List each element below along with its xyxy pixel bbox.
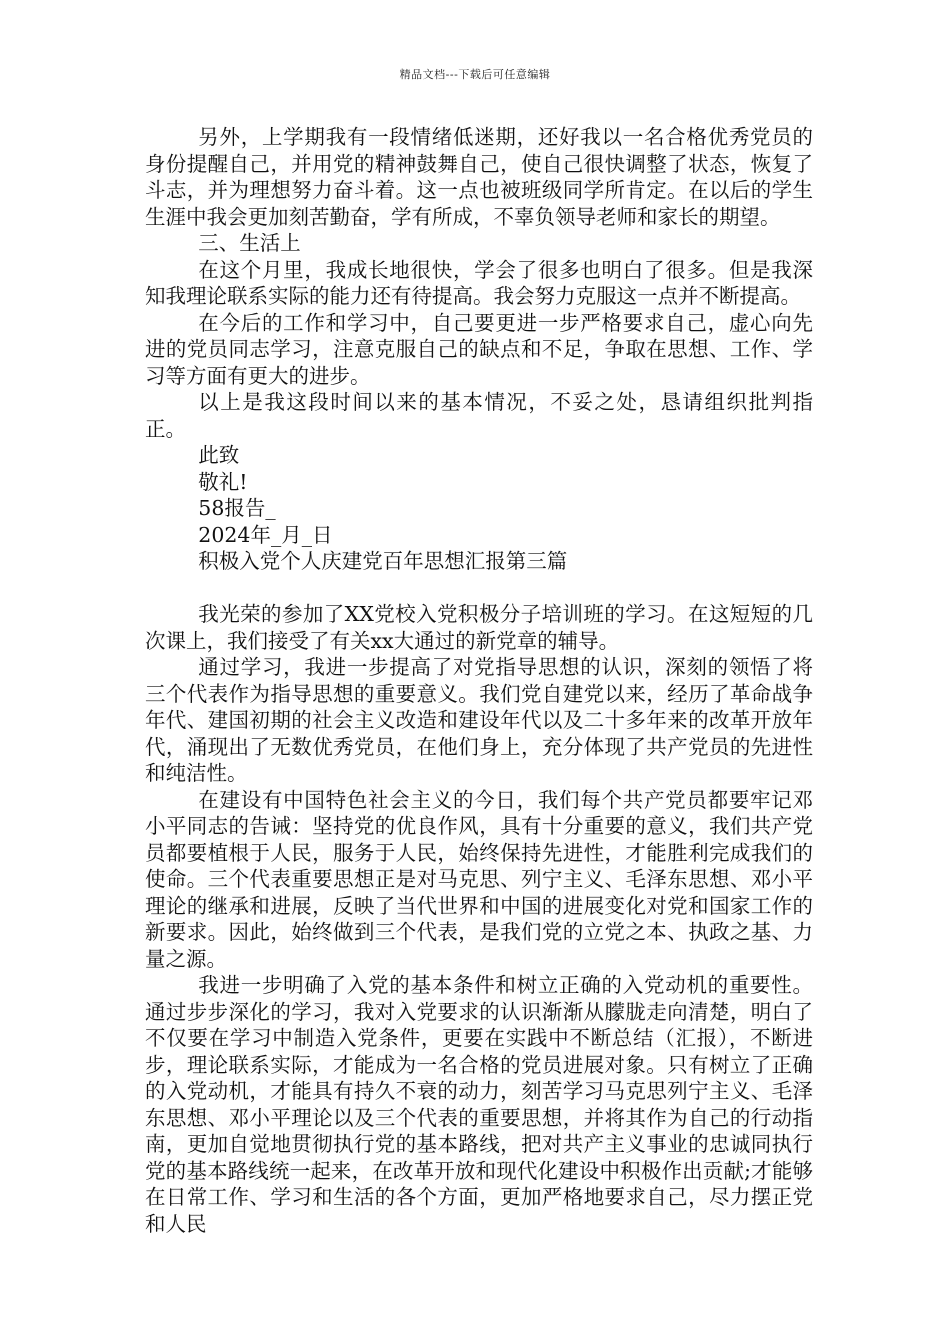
- signature-line: 58报告_: [198, 496, 276, 520]
- paragraph-mood: 另外，上学期我有一段情绪低迷期，还好我以一名合格优秀党员的身份提醒自己，并用党的精神鼓舞自己，使自己很快调整了状态，恢复了斗志，并为理想努力奋斗着。这一点也被班级同学所肯定。在以后的学生生涯中我会更加刻苦勤奋，学有所成，不辜负领导老师和家长的期望。: [145, 125, 813, 229]
- document-body: [145, 124, 813, 1237]
- closing-salutation: 此致: [198, 443, 240, 467]
- paragraph-socialism: 在建设有中国特色社会主义的今日，我们每个共产党员都要牢记邓小平同志的告诫：坚持党的优良作风，具有十分重要的意义，我们共产党员都要植根于人民，服务于人民，始终保持先进性，才能胜利完成我们的使命。三个代表重要思想正是对马克思、列宁主义、毛泽东思想、邓小平理论的继承和进展，反映了当代世界和中国的进展变化对党和国家工作的新要求。因此，始终做到三个代表，是我们党的立党之本、执政之基、力量之源。: [145, 787, 813, 971]
- paragraph-growth: 在这个月里，我成长地很快，学会了很多也明白了很多。但是我深知我理论联系实际的能力还有待提高。我会努力克服这一点并不断提高。: [145, 257, 813, 308]
- paragraph-conclusion: 以上是我这段时间以来的基本情况，不妥之处，恳请组织批判指正。: [145, 390, 813, 441]
- paragraph-training: 我光荣的参加了XX党校入党积极分子培训班的学习。在这短短的几次课上，我们接受了有关xx大通过的新党章的辅导。: [145, 602, 813, 653]
- page-header: 精品文档---下载后可任意编辑: [399, 68, 551, 81]
- date-line: 2024年_月_日: [198, 522, 333, 547]
- paragraph-motivation: 我进一步明确了入党的基本条件和树立正确的入党动机的重要性。通过步步深化的学习，我对入党要求的认识渐渐从朦胧走向清楚，明白了不仅要在学习中制造入党条件，更要在实践中不断总结（汇报），不断进步，理论联系实际，才能成为一名合格的党员进展对象。只有树立了正确的入党动机，才能具有持久不衰的动力，刻苦学习马克思列宁主义、毛泽东思想、邓小平理论以及三个代表的重要思想，并将其作为自己的行动指南，更加自觉地贯彻执行党的基本路线，把对共产主义事业的忠诚同执行党的基本路线统一起来，在改革开放和现代化建设中积极作出贡献;才能够在日常工作、学习和生活的各个方面，更加严格地要求自己，尽力摆正党和人民: [145, 973, 813, 1236]
- section-title: 积极入党个人庆建党百年思想汇报第三篇: [198, 549, 568, 573]
- blank-line: [145, 575, 813, 602]
- paragraph-future: 在今后的工作和学习中，自己要更进一步严格要求自己，虚心向先进的党员同志学习，注意克服自己的缺点和不足，争取在思想、工作、学习等方面有更大的进步。: [145, 310, 813, 388]
- closing-regards: 敬礼!: [198, 469, 248, 494]
- paragraph-study: 通过学习，我进一步提高了对党指导思想的认识，深刻的领悟了将三个代表作为指导思想的重要意义。我们党自建党以来，经历了革命战争年代、建国初期的社会主义改造和建设年代以及二十多年来的改革开放年代，涌现出了无数优秀党员，在他们身上，充分体现了共产党员的先进性和纯洁性。: [145, 655, 813, 785]
- section-heading-life: 三、生活上: [198, 231, 301, 255]
